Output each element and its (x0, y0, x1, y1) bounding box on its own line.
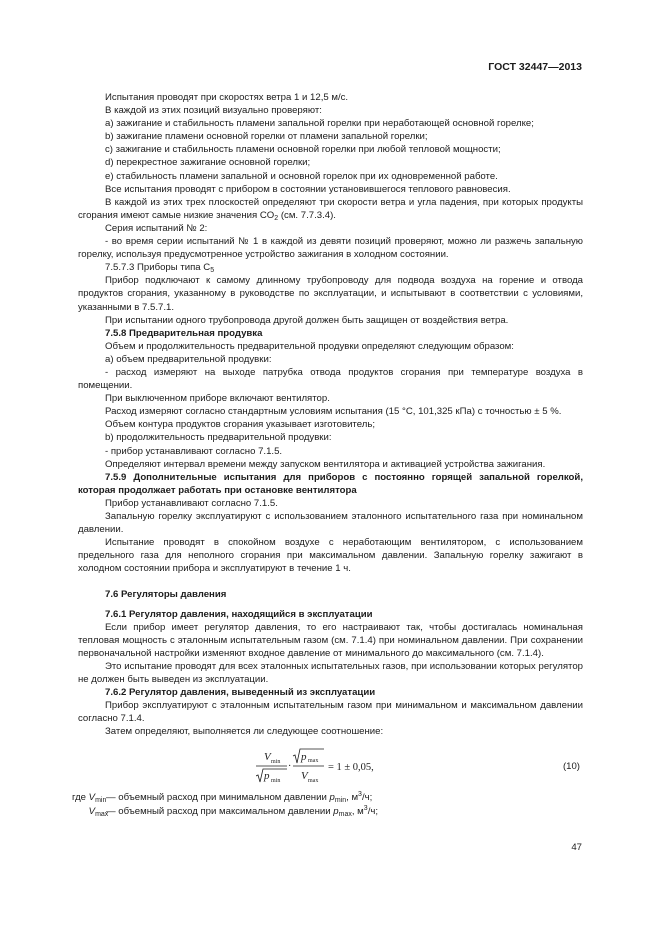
where-label: где (72, 791, 87, 803)
svg-text:max: max (308, 757, 319, 764)
list-item: c) зажигание и стабильность пламени основной горелки при любой тепловой мощности; (105, 144, 501, 156)
definition-vmax: $V_{max}$ — объемный расход при максимальном давлении $p_{max}$, $м^3/ч$; (88, 804, 379, 818)
paragraph: Расход измеряют согласно стандартным условиям испытания (15 °С, 101,325 кПа) с точностью ± 5 %. (105, 406, 562, 418)
section-heading: 7.6.1 Регулятор давления, находящийся в эксплуатации (105, 608, 373, 620)
svg-text:min: min (271, 758, 281, 765)
paragraph: Определяют интервал времени между запуском вентилятора и активацией устройства зажигания. (105, 458, 546, 470)
formula-p-min: p (264, 769, 270, 782)
paragraph: Запальную горелку эксплуатируют с использованием эталонного испытательного газа при номинальном давлении. (78, 511, 583, 536)
section-heading: 7.6.2 Регулятор давления, выведенный из эксплуатации (105, 687, 376, 699)
formula-10 (78, 747, 583, 787)
section-heading: 7.5.9 Дополнительные испытания для приборов с постоянно горящей запальной горелкой, которая продолжает работать при остановке вентилятора (78, 471, 583, 496)
formula-graphic (256, 747, 426, 787)
paragraph: Испытание проводят в спокойном воздухе с неработающим вентилятором, с использованием предельного газа для неполного сгорания при максимальном давлении. Запальную горелку зажигают в холодном состоянии прибора и эксплуатируют в течение 1 ч. (78, 537, 583, 575)
paragraph: Объем и продолжительность предварительной продувки определяют следующим образом: (105, 340, 514, 352)
list-item: а) объем предварительной продувки: (105, 353, 272, 365)
formula-rhs: = 1 ± 0,05, (328, 761, 374, 773)
paragraph: При испытании одного трубопровода другой должен быть защищен от воздействия ветра. (105, 314, 509, 326)
paragraph: - прибор устанавливают согласно 7.1.5. (105, 445, 283, 457)
subsection-heading: 7.5.7.3 Приборы типа $С_5$ (105, 262, 215, 275)
paragraph: В каждой из этих позиций визуально проверяют: (105, 105, 322, 117)
paragraph: - расход измеряют на выходе патрубка отвода продуктов сгорания при температуре воздуха в помещении. (78, 366, 583, 392)
paragraph: - во время серии испытаний № 1 в каждой из девяти позиций проверяют, можно ли разжечь запальную горелку, используя предусмотренное устройство зажигания в холодном состоянии. (78, 236, 583, 261)
paragraph: В каждой из этих трех плоскостей определяют три скорости ветра и угла падения, при которых продукты сгорания имеют самые низкие значения $CO_2$ (см. 7.7.3.4). (78, 196, 583, 222)
paragraph: Все испытания проводят с прибором в состоянии установившегося теплового равновесия. (105, 183, 511, 195)
section-heading: 7.6 Регуляторы давления (105, 589, 227, 601)
list-item: d) перекрестное зажигание основной горелки; (105, 157, 311, 169)
formula-v-min: V (264, 750, 271, 763)
paragraph: Объем контура продуктов сгорания указывает изготовитель; (105, 419, 375, 431)
list-item: e) стабильность пламени запальной и основной горелок при их одновременной работе. (105, 170, 498, 182)
list-item: b) зажигание пламени основной горелки от пламени запальной горелки; (105, 131, 428, 143)
paragraph: Испытания проводят при скоростях ветра 1 и 12,5 м/с. (105, 92, 349, 103)
paragraph: Серия испытаний № 2: (105, 222, 208, 234)
paragraph: Прибор эксплуатируют с эталонным испытательным газом при минимальном и максимальном давлении согласно 7.1.4. (78, 700, 583, 725)
svg-text:max: max (308, 777, 319, 784)
list-item: а) зажигание и стабильность пламени запальной горелки при неработающей основной горелке; (105, 118, 534, 130)
standard-header: ГОСТ 32447—2013 (488, 61, 582, 73)
equation-number: (10) (562, 760, 580, 772)
paragraph: Если прибор имеет регулятор давления, то его настраивают так, чтобы достигалась номинальная тепловая мощность с эталонным испытательным газом (см. 7.1.4) при номинальном давлении. При сохранении первоначальной настройки изменяют входное давление от минимального до максимального (см. 7.1.4). (78, 621, 583, 659)
formula-v-max: V (301, 769, 308, 782)
paragraph: Прибор устанавливают согласно 7.1.5. (105, 497, 278, 509)
svg-text:min: min (271, 777, 281, 784)
formula-p-max: p (301, 750, 307, 763)
document-body (72, 91, 583, 819)
paragraph: Это испытание проводят для всех эталонных испытательных газов, при использовании которых регулятор не должен быть выведен из эксплуатации. (78, 660, 583, 686)
page-number: 47 (571, 842, 582, 853)
paragraph: Затем определяют, выполняется ли следующее соотношение: (105, 726, 384, 738)
paragraph: Прибор подключают к самому длинному трубопроводу для подвода воздуха на горение и отвода продуктов сгорания, указанному в руководстве по эксплуатации, и испытывают в соответствии с условиями, указанными в 7.5.7.1. (78, 275, 583, 313)
definition-vmin: где $V_{min}$ — объемный расход при минимальном давлении $p_{min}$, $м^3/ч$; (72, 790, 373, 804)
paragraph: При выключенном приборе включают вентилятор. (105, 393, 330, 405)
list-item: b) продолжительность предварительной продувки: (105, 432, 332, 444)
section-heading: 7.5.8 Предварительная продувка (105, 327, 263, 339)
svg-text:·: · (288, 760, 292, 772)
